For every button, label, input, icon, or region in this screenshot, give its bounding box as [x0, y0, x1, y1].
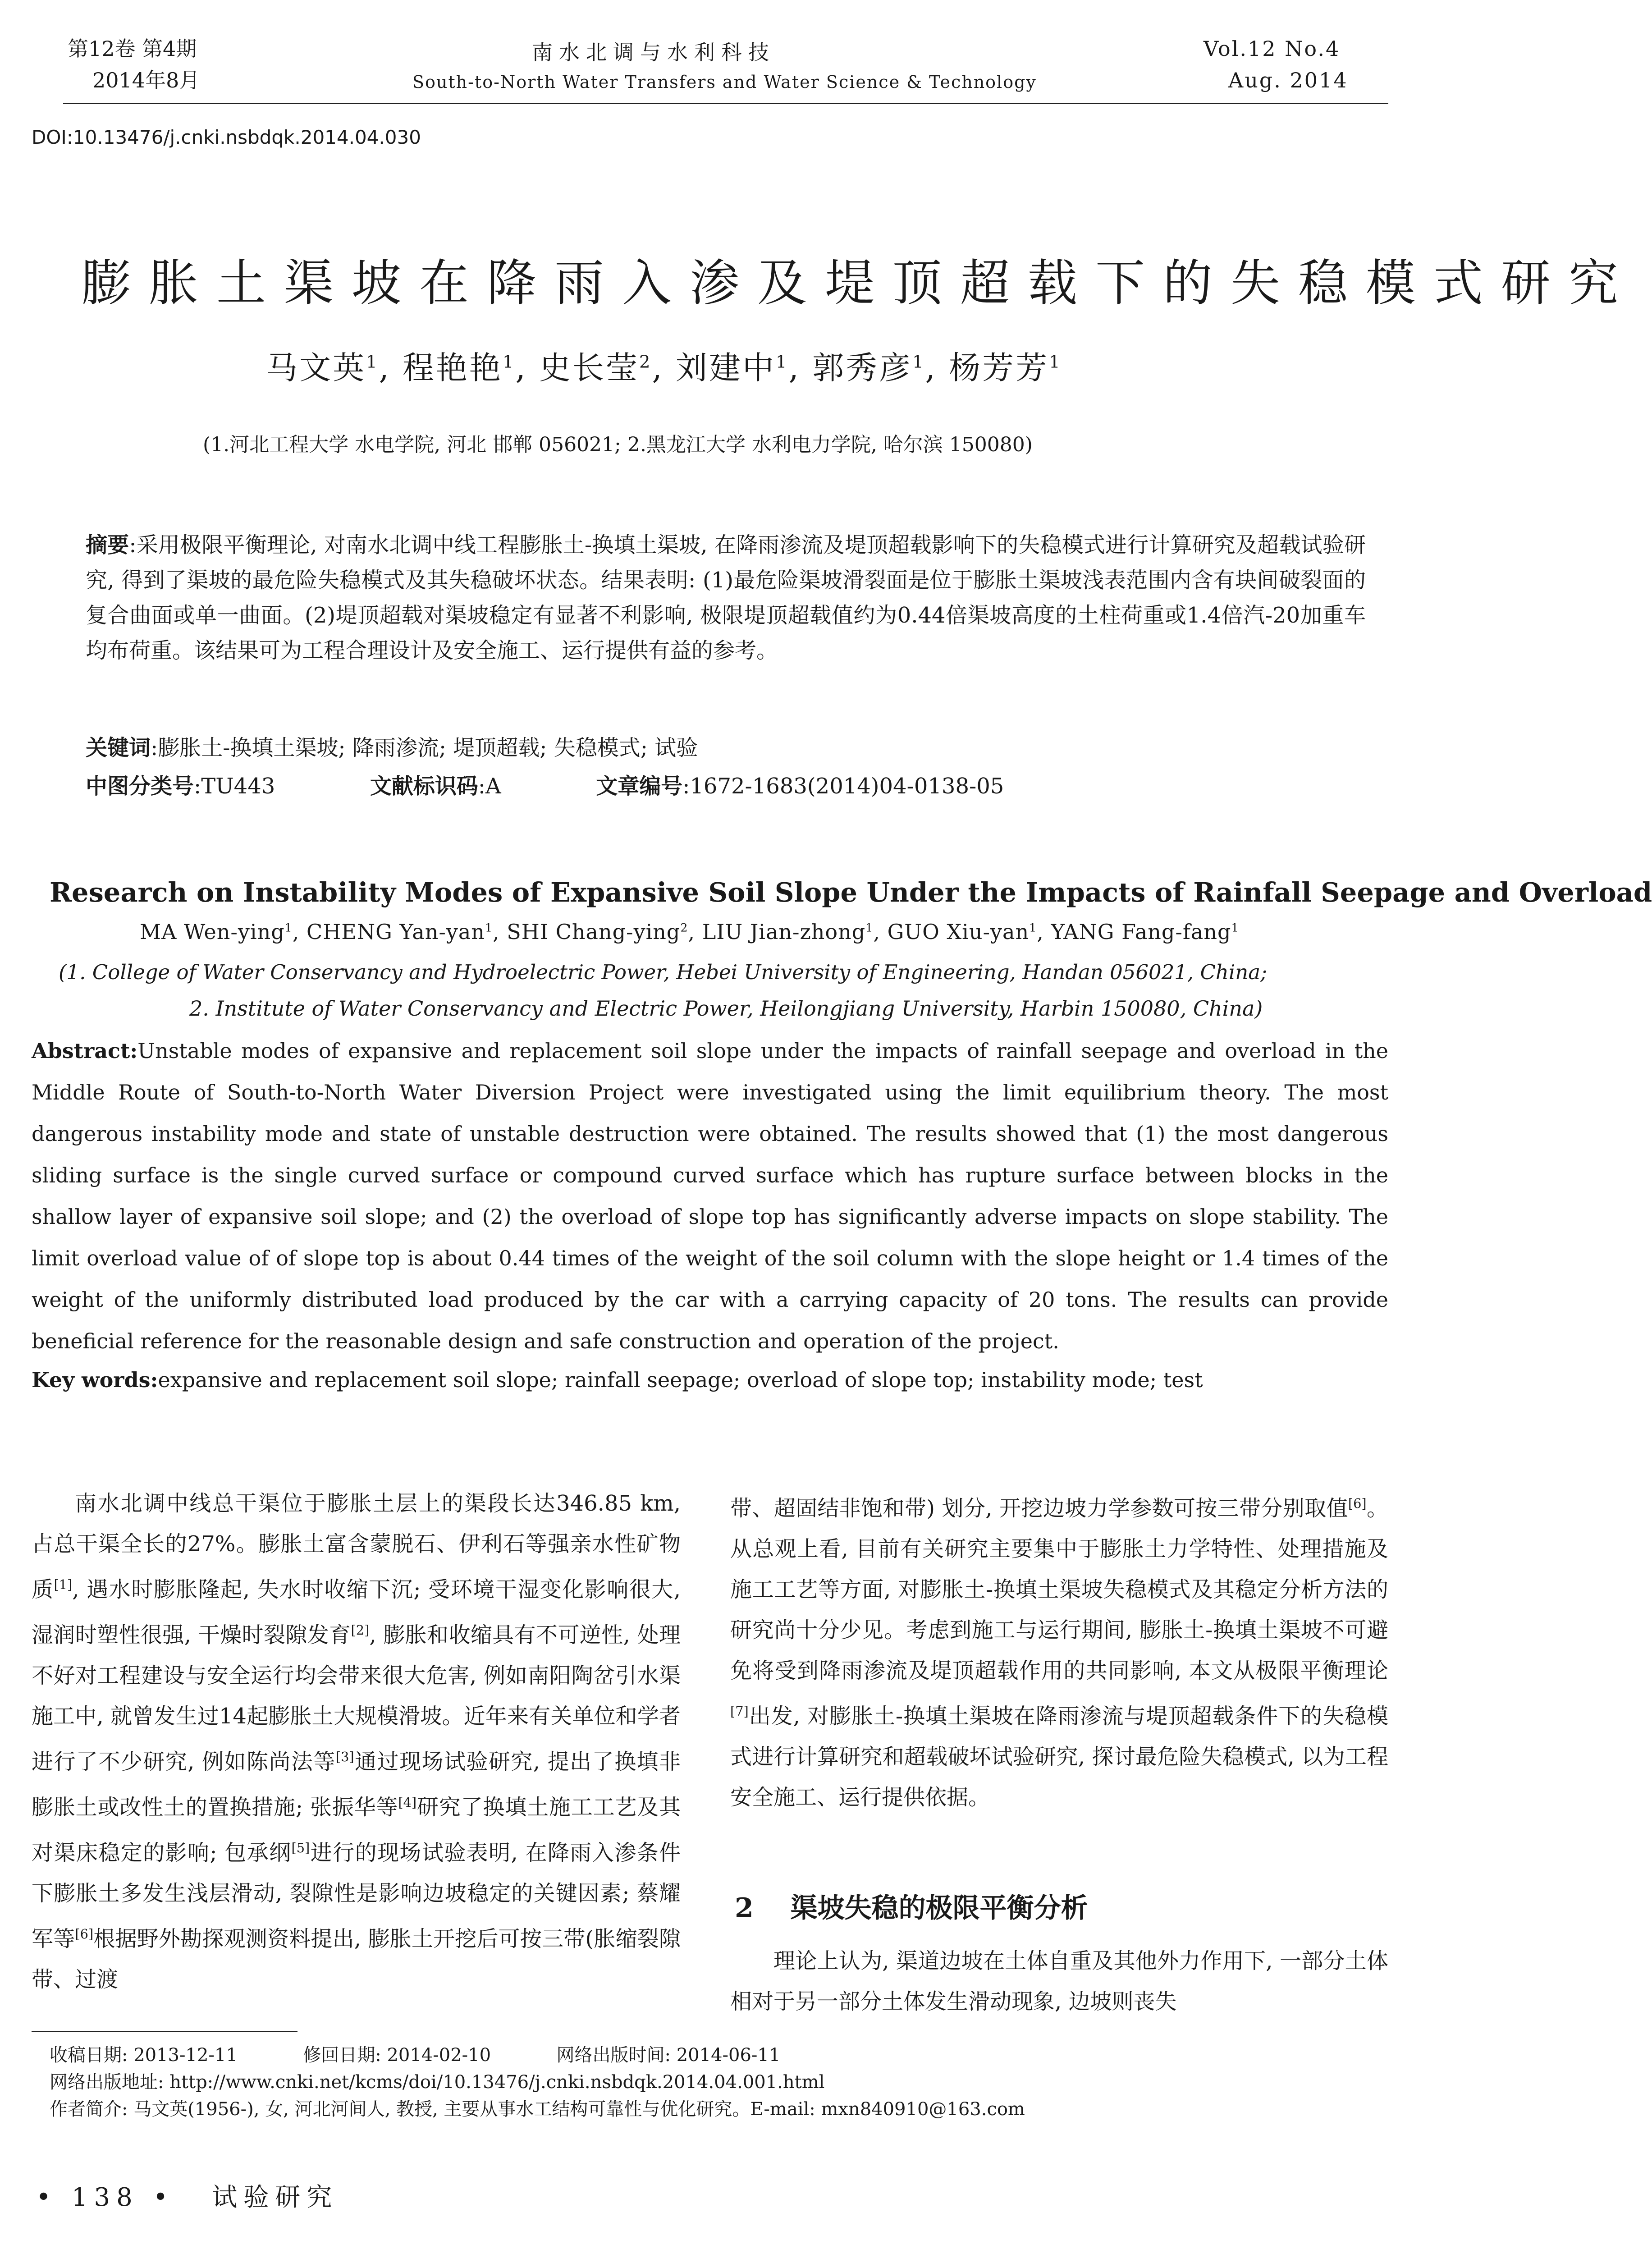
abstract-en-text: Unstable modes of expansive and replacement soil slope under the impacts of rainfall seepage and overload in the Middle Route of South-to-North Water Diversion Project were investigated using the limit equilibrium theory. The most dangerous instability mode and state of unstable destruction were obtained. The results showed that (1) the most dangerous sliding surface is the single curved surface or compound curved surface which has rupture surface between blocks in the shallow layer of expansive soil slope; and (2) the overload of slope top has significantly adverse impacts on slope stability. The limit overload value of of slope top is about 0.44 times of the weight of the soil column with the slope height or 1.4 times of the weight of the uniformly distributed load produced by the car with a carrying capacity of 20 tons. The results can provide beneficial reference for the reasonable design and safe construction and operation of the project.: [32, 1039, 1388, 1353]
author-en: YANG Fang-fang: [1051, 920, 1231, 944]
date-cn: 2014年8月: [92, 68, 200, 92]
bullet: •: [36, 2183, 58, 2212]
citation: [6]: [1348, 1496, 1367, 1511]
title-cn: 膨胀土渠坡在降雨入渗及堤顶超载下的失稳模式研究: [81, 254, 1636, 312]
title-en: Research on Instability Modes of Expansive Soil Slope Under the Impacts of Rainfall Seepage and Overload: [50, 877, 1652, 908]
affiliation-cn: (1.河北工程大学 水电学院, 河北 邯郸 056021; 2.黑龙江大学 水利电力学院, 哈尔滨 150080): [203, 433, 1033, 456]
author-cn: 杨芳芳: [949, 349, 1049, 386]
section-title: 渠坡失稳的极限平衡分析: [790, 1892, 1088, 1924]
citation: [5]: [291, 1840, 310, 1855]
journal-name-cn: 南水北调与水利科技: [532, 40, 775, 64]
body-text: 带、超固结非饱和带) 划分, 开挖边坡力学参数可按三带分别取值: [730, 1496, 1348, 1521]
body-text: , 膨胀和收缩具有不可逆性, 处理不好对工程建设与安全运行均会带来很大危害, 例如南阳陶岔引水渠施工中, 就曾发生过14起膨胀土大规模滑坡。近年来有关单位和学者进行了不少研究, 例如陈尚法等: [32, 1622, 681, 1774]
header-rule: [63, 103, 1388, 104]
author-aff: 1: [1049, 352, 1062, 372]
body-text: 进行的现场试验表明, 在降雨入渗条件下膨胀土多发生浅层滑动, 裂隙性是影响边坡稳定的关键因素; 蔡耀军等: [32, 1840, 681, 1952]
author-cn: 郭秀彦: [812, 349, 913, 386]
body-text: 出发, 对膨胀土-换填土渠坡在降雨渗流与堤顶超载条件下的失稳模式进行计算研究和超载破坏试验研究, 探讨最危险失稳模式, 以为工程安全施工、运行提供依据。: [730, 1704, 1388, 1810]
author-en: MA Wen-ying: [140, 920, 285, 944]
keywords-cn: [86, 730, 1366, 765]
authors-en: MA Wen-ying$^1$, CHENG Yan-yan$^1$, SHI Chang-ying$^2$, LIU Jian-zhong$^1$, GUO Xiu-yan$^1$, YANG Fang-fang$^1$: [140, 920, 1239, 944]
author-aff: 1: [366, 352, 379, 372]
author-cn: 史长莹: [539, 349, 640, 386]
section-name: 试验研究: [212, 2183, 339, 2212]
bullet: •: [153, 2183, 174, 2212]
keywords-cn-text: :膨胀土-换填土渠坡; 降雨渗流; 堤顶超载; 失稳模式; 试验: [151, 735, 698, 760]
citation: [4]: [398, 1795, 417, 1810]
body-text: 理论上认为, 渠道边坡在土体自重及其他外力作用下, 一部分土体相对于另一部分土体发生滑动现象, 边坡则丧失: [730, 1948, 1388, 2014]
volume-issue-cn: 第12卷 第4期: [68, 37, 197, 61]
affiliation-en-1: (1. College of Water Conservancy and Hydroelectric Power, Hebei University of Engineering, Handan 056021, China;: [59, 960, 1268, 984]
author-aff: 1: [485, 921, 493, 935]
author-en: GUO Xiu-yan: [887, 920, 1030, 944]
author-aff: 1: [284, 921, 293, 935]
online-date: 网络出版时间: 2014-06-11: [556, 2045, 781, 2066]
keywords-en-label: Key words:: [32, 1368, 158, 1392]
author-aff: 1: [1231, 921, 1239, 935]
abstract-cn-text: :采用极限平衡理论, 对南水北调中线工程膨胀土-换填土渠坡, 在降雨渗流及堤顶超载影响下的失稳模式进行计算研究及超载试验研究, 得到了渠坡的最危险失稳模式及其失稳破坏状态。结果表明: (1)最危险渠坡滑裂面是位于膨胀土渠坡浅表范围内含有块间破裂面的复合曲面或单一曲面。(2)堤顶超载对渠坡稳定有显著不利影响, 极限堤顶超载值约为0.44倍渠坡高度的土柱荷重或1.4倍汽-20加重车均布荷重。该结果可为工程合理设计及安全施工、运行提供有益的参考。: [86, 532, 1366, 663]
keywords-cn-label: 关键词: [86, 735, 151, 760]
body-left-column: [32, 1483, 681, 2000]
footnote-url: 网络出版地址: http://www.cnki.net/kcms/doi/10.13476/j.cnki.nsbdqk.2014.04.001.html: [50, 2072, 825, 2093]
author-aff: 1: [912, 352, 925, 372]
citation: [7]: [730, 1704, 749, 1719]
body-text: 根据野外勘探观测资料提出, 膨胀土开挖后可按三带(胀缩裂隙带、过渡: [32, 1926, 681, 1992]
author-en: SHI Chang-ying: [507, 920, 681, 944]
citation: [2]: [351, 1622, 370, 1638]
body-text: 研究了换填土施工工艺及其对渠床稳定的影响; 包承纲: [32, 1795, 681, 1865]
body-text: 南水北调中线总干渠位于膨胀土层上的渠段长达346.85 km, 占总干渠全长的27%。膨胀土富含蒙脱石、伊利石等强亲水性矿物质: [32, 1491, 681, 1602]
section-number: 2: [735, 1892, 754, 1924]
body-text: 。从总观上看, 目前有关研究主要集中于膨胀土力学特性、处理措施及施工工艺等方面, 对膨胀土-换填土渠坡失稳模式及其稳定分析方法的研究尚十分少见。考虑到施工与运行期间, 膨胀土-换填土渠坡不可避免将受到降雨渗流及堤顶超载作用的共同影响, 本文从极限平衡理论: [730, 1496, 1388, 1683]
author-cn: 刘建中: [676, 349, 776, 386]
volume-issue-en: Vol.12 No.4: [1204, 37, 1341, 61]
doi: DOI:10.13476/j.cnki.nsbdqk.2014.04.030: [32, 126, 421, 148]
revised-date: 修回日期: 2014-02-10: [303, 2045, 491, 2066]
author-aff: 1: [503, 352, 516, 372]
doc-code-label: 文献标识码: [370, 774, 478, 799]
classification-row: [86, 769, 1366, 804]
keywords-en: [32, 1359, 1388, 1401]
abstract-en: [32, 1030, 1388, 1362]
section-heading: [735, 1887, 1088, 1925]
author-aff: 1: [1029, 921, 1037, 935]
author-cn: 马文英: [266, 349, 366, 386]
author-aff: 2: [639, 352, 652, 372]
page-number: 138: [71, 2183, 139, 2212]
article-no-value: :1672-1683(2014)04-0138-05: [682, 774, 1004, 799]
author-aff: 2: [680, 921, 688, 935]
body-right-column: [730, 1483, 1388, 1818]
body-text: , 遇水时膨胀隆起, 失水时收缩下沉; 受环境干湿变化影响很大, 湿润时塑性很强, 干燥时裂隙发育: [32, 1577, 681, 1648]
abstract-en-label: Abstract:: [32, 1039, 138, 1063]
body-text: 通过现场试验研究, 提出了换填非膨胀土或改性土的置换措施; 张振华等: [32, 1749, 681, 1820]
abstract-cn-label: 摘要: [86, 532, 129, 558]
footnote-rule: [32, 2031, 297, 2032]
date-en: Aug. 2014: [1228, 68, 1348, 92]
clc-label: 中图分类号: [86, 774, 194, 799]
affiliation-en-2: 2. Institute of Water Conservancy and Electric Power, Heilongjiang University, Harbin 150080, China): [189, 996, 1263, 1021]
received-date: 收稿日期: 2013-12-11: [50, 2045, 238, 2066]
page-footer: [36, 2177, 338, 2213]
citation: [3]: [335, 1749, 354, 1764]
keywords-en-text: expansive and replacement soil slope; rainfall seepage; overload of slope top; instability mode; test: [158, 1368, 1203, 1392]
author-en: CHENG Yan-yan: [307, 920, 485, 944]
journal-name-en: South-to-North Water Transfers and Water Science & Technology: [412, 72, 1037, 92]
footnote-dates: [50, 2042, 780, 2068]
abstract-cn: [86, 527, 1366, 668]
doc-code-value: :A: [478, 774, 501, 799]
author-en: LIU Jian-zhong: [702, 920, 866, 944]
citation: [6]: [75, 1926, 94, 1942]
clc-value: :TU443: [194, 774, 275, 799]
author-aff: 1: [776, 352, 789, 372]
citation: [1]: [54, 1577, 73, 1592]
author-aff: 1: [865, 921, 874, 935]
authors-cn: 马文英$^1$, 程艳艳$^1$, 史长莹$^2$, 刘建中$^1$, 郭秀彦$^1$, 杨芳芳$^1$: [266, 349, 1062, 386]
article-no-label: 文章编号: [596, 774, 683, 799]
author-cn: 程艳艳: [403, 349, 503, 386]
body-right-paragraph-2: [730, 1941, 1388, 2022]
footnote-author-bio: 作者简介: 马文英(1956-), 女, 河北河间人, 教授, 主要从事水工结构可靠性与优化研究。E-mail: mxn840910@163.com: [50, 2099, 1025, 2120]
